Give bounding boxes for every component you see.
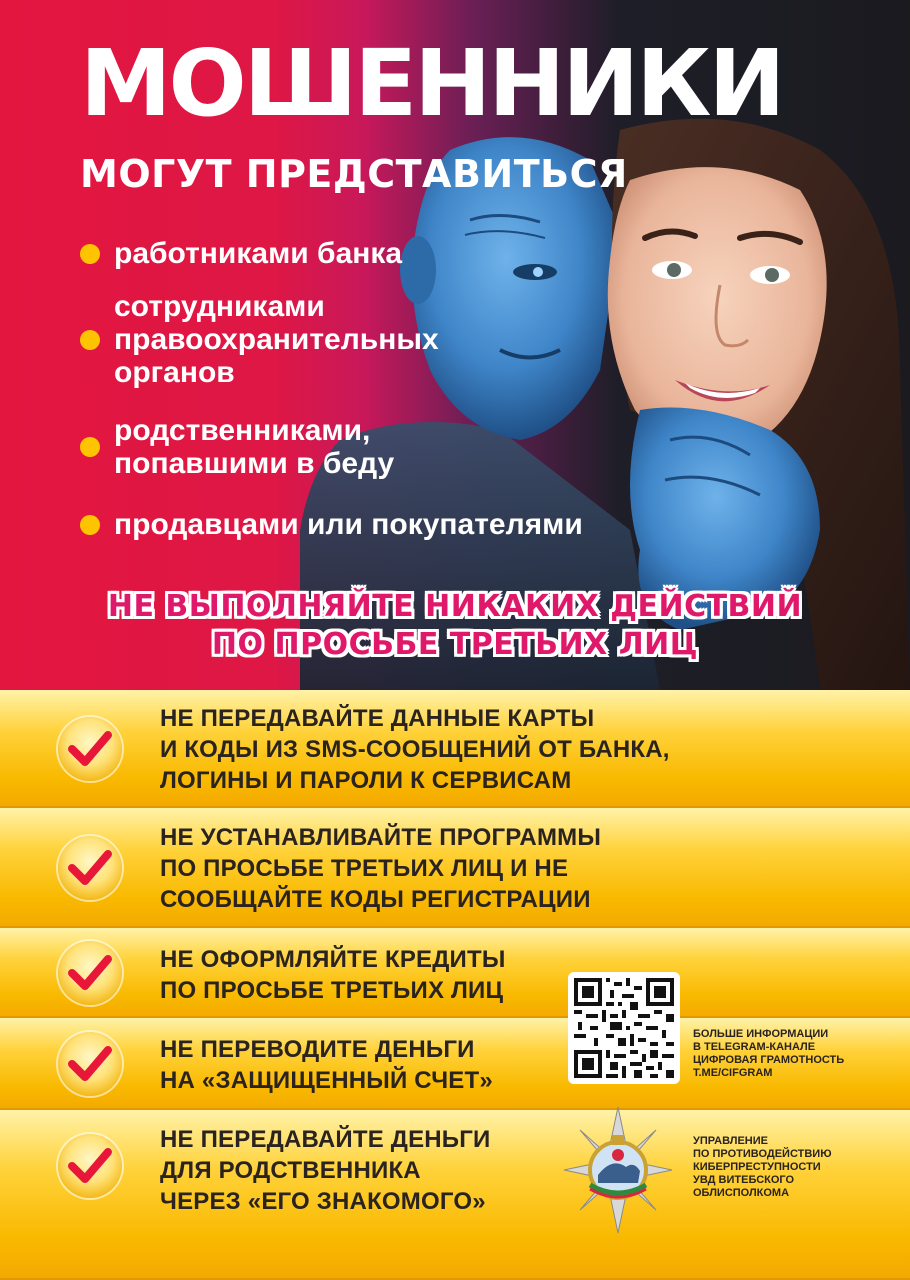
red-check-icon: [58, 941, 122, 1005]
impostor-label: работниками банка: [114, 237, 403, 270]
yellow-dot-icon: [80, 244, 100, 264]
yellow-dot-icon: [80, 437, 100, 457]
subheadline: МОГУТ ПРЕДСТАВИТЬСЯ: [80, 152, 628, 196]
red-check-icon: [58, 1134, 122, 1198]
qr-code-icon: [574, 978, 674, 1078]
check-badge: [58, 1032, 122, 1096]
check-badge: [58, 1134, 122, 1198]
red-check-icon: [58, 836, 122, 900]
qr-code[interactable]: [568, 972, 680, 1084]
impostor-item: [80, 414, 394, 480]
qr-caption: БОЛЬШЕ ИНФОРМАЦИИ В TELEGRAM-КАНАЛЕ ЦИФРОВАЯ ГРАМОТНОСТЬ T.ME/CIFGRAM: [693, 1028, 845, 1079]
impostor-item: [80, 508, 583, 541]
tip-text: НЕ УСТАНАВЛИВАЙТЕ ПРОГРАММЫ ПО ПРОСЬБЕ ТРЕТЬИХ ЛИЦ И НЕ СООБЩАЙТЕ КОДЫ РЕГИСТРАЦИИ: [160, 824, 602, 913]
tip-text: НЕ ПЕРЕДАВАЙТЕ ДЕНЬГИ ДЛЯ РОДСТВЕННИКА ЧЕРЕЗ «ЕГО ЗНАКОМОГО»: [160, 1126, 491, 1215]
impostor-label: продавцами или покупателями: [114, 508, 583, 541]
check-badge: [58, 941, 122, 1005]
impostor-item: [80, 290, 439, 389]
tip-text: НЕ ПЕРЕВОДИТЕ ДЕНЬГИ НА «ЗАЩИЩЕННЫЙ СЧЕТ»: [160, 1036, 493, 1094]
red-check-icon: [58, 717, 122, 781]
check-badge: [58, 836, 122, 900]
tip-text: НЕ ОФОРМЛЯЙТЕ КРЕДИТЫ ПО ПРОСЬБЕ ТРЕТЬИХ ЛИЦ: [160, 946, 506, 1004]
impostor-label: сотрудниками правоохранительных органов: [114, 290, 439, 389]
police-emblem-icon: [562, 1105, 674, 1235]
tip-band: [0, 808, 910, 928]
tip-band: [0, 928, 910, 1018]
tip-band: [0, 690, 910, 808]
headline: МОШЕННИКИ: [80, 30, 783, 137]
organization-name: УПРАВЛЕНИЕ ПО ПРОТИВОДЕЙСТВИЮ КИБЕРПРЕСТУПНОСТИ УВД ВИТЕБСКОГО ОБЛИСПОЛКОМА: [693, 1135, 832, 1199]
impostor-label: родственниками, попавшими в беду: [114, 414, 395, 480]
yellow-dot-icon: [80, 330, 100, 350]
tip-text: НЕ ПЕРЕДАВАЙТЕ ДАННЫЕ КАРТЫ И КОДЫ ИЗ SMS-СООБЩЕНИЙ ОТ БАНКА, ЛОГИНЫ И ПАРОЛИ К СЕРВИСАМ: [160, 705, 670, 794]
warning-banner: НЕ ВЫПОЛНЯЙТЕ НИКАКИХ ДЕЙСТВИЙ ПО ПРОСЬБЕ ТРЕТЬИХ ЛИЦ: [107, 589, 803, 662]
impostor-item: [80, 237, 402, 270]
check-badge: [58, 717, 122, 781]
red-check-icon: [58, 1032, 122, 1096]
yellow-dot-icon: [80, 515, 100, 535]
